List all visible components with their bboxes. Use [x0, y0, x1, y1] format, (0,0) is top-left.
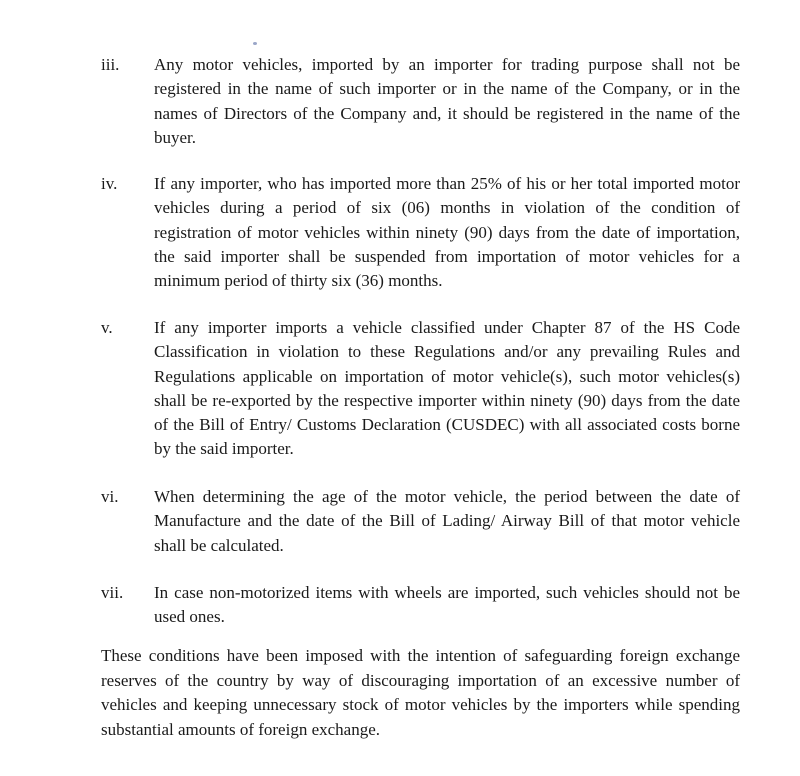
item-text: If any importer imports a vehicle classified under Chapter 87 of the HS Code Classification in violation to these Regulations and/or any prevailing Rules and Regulations applicable on importation of motor vehicle(s), such motor vehicles(s) shall be re-exported by the respective importer within ninety (90) days from the date of the Bill of Entry/ Customs Declaration (CUSDEC) with all associated costs borne by the said importer. — [154, 318, 740, 459]
item-text: If any importer, who has imported more than 25% of his or her total imported motor vehicles during a period of six (06) months in violation of the condition of registration of motor vehicles within ninety (90) days from the date of importation, the said importer shall be suspended from importation of motor vehicles for a minimum period of thirty six (36) months. — [154, 174, 740, 291]
item-numeral: iv. — [101, 174, 118, 193]
scan-speck — [253, 42, 257, 45]
item-numeral: iii. — [101, 55, 120, 74]
item-text: Any motor vehicles, imported by an importer for trading purpose shall not be registered in the name of such importer or in the name of the Company, or in the names of Directors of the Company and, it should be registered in the name of the buyer. — [154, 55, 740, 147]
closing-paragraph: These conditions have been imposed with the intention of safeguarding foreign exchange reserves of the country by way of discouraging importation of an excessive number of vehicles and keeping unnecessary stock of motor vehicles by the importers while spending substantial amounts of foreign exchange. — [101, 646, 740, 739]
item-numeral: vii. — [101, 583, 124, 602]
item-numeral: vi. — [101, 487, 119, 506]
item-text: When determining the age of the motor vehicle, the period between the date of Manufacture and the date of the Bill of Lading/ Airway Bill of that motor vehicle shall be calculated. — [154, 487, 740, 555]
item-text: In case non-motorized items with wheels are imported, such vehicles should not be used ones. — [154, 583, 740, 627]
item-numeral: v. — [101, 318, 113, 337]
